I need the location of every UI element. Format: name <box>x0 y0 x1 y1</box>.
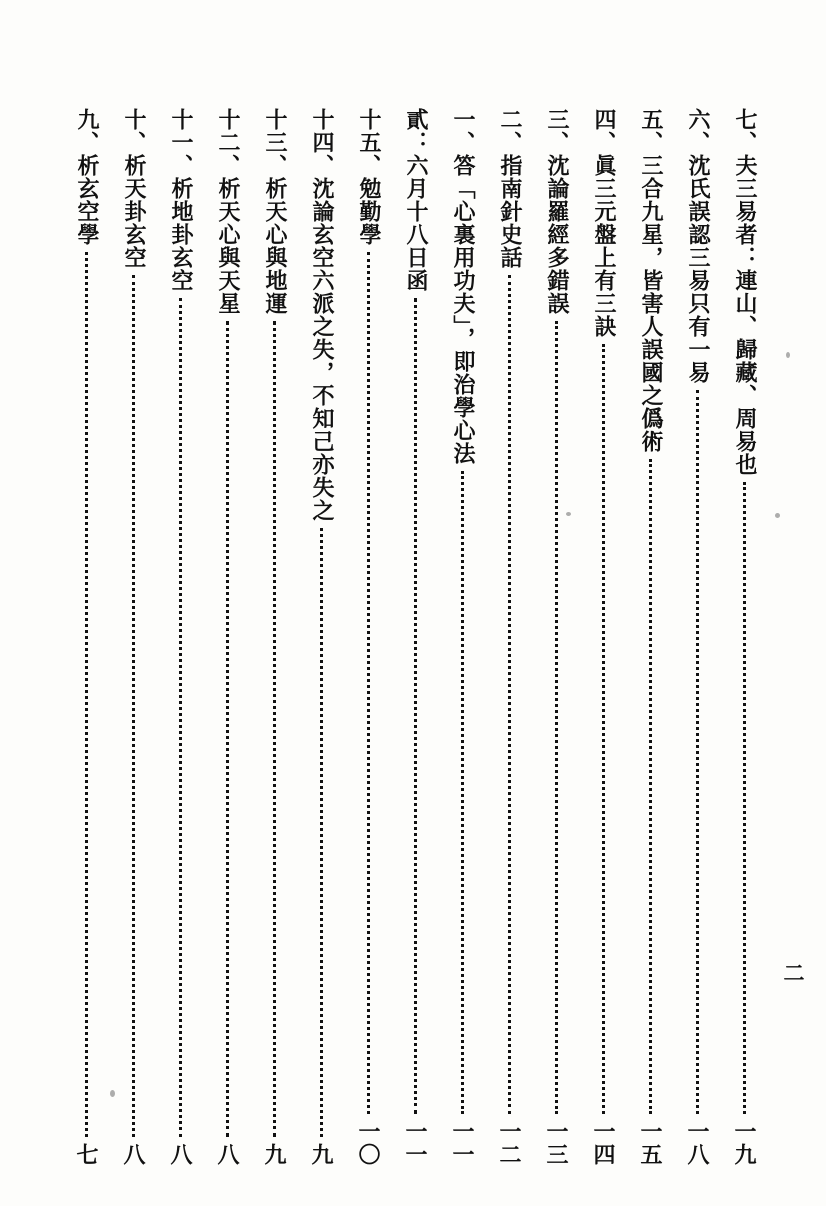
dot-leader <box>508 275 511 1114</box>
toc-entry-label: 貳：六月十八日函 <box>402 108 429 292</box>
toc-entry[interactable] <box>627 108 674 1168</box>
dot-leader <box>461 471 464 1114</box>
toc-entry-label: 四、眞三元盤上有三訣 <box>590 108 617 338</box>
toc-entry-label: 五、三合九星，皆害人誤國之僞術 <box>637 108 664 453</box>
toc-entry[interactable] <box>298 108 345 1168</box>
toc-entry-page: 一二 <box>496 1120 522 1166</box>
toc-entry-label: 十一、析地卦玄空 <box>167 108 194 292</box>
toc-entry-label: 六、沈氏誤認三易只有一易 <box>684 108 711 384</box>
dot-leader <box>649 459 652 1114</box>
dot-leader <box>743 482 746 1114</box>
toc-entry[interactable] <box>110 108 157 1168</box>
toc-entry-page: 八 <box>167 1143 193 1166</box>
toc-entry-page: 八 <box>214 1143 240 1166</box>
toc-entry[interactable] <box>580 108 627 1168</box>
toc-entry-page: 一一 <box>402 1120 428 1166</box>
toc-entry-label: 三、沈論羅經多錯誤 <box>543 108 570 315</box>
toc-entry[interactable] <box>486 108 533 1168</box>
toc-entry-label: 一、答「心裏用功夫」，即治學心法 <box>449 108 476 465</box>
toc-entry-page: 一三 <box>543 1120 569 1166</box>
table-of-contents <box>63 108 768 1168</box>
toc-entry-page: 一五 <box>637 1120 663 1166</box>
toc-entry-page: 九 <box>308 1143 334 1166</box>
paper-speck <box>786 352 790 358</box>
toc-section-heading[interactable] <box>392 108 439 1168</box>
toc-entry-label: 九、析玄空學 <box>73 108 100 246</box>
page-folio-number: 二 <box>781 962 806 983</box>
dot-leader <box>696 390 699 1114</box>
toc-entry-page: 七 <box>73 1143 99 1166</box>
toc-entry[interactable] <box>721 108 768 1168</box>
toc-entry[interactable] <box>204 108 251 1168</box>
dot-leader <box>179 298 182 1137</box>
toc-entry-page: 八 <box>120 1143 146 1166</box>
toc-entry-page: 一四 <box>590 1120 616 1166</box>
dot-leader <box>226 321 229 1137</box>
dot-leader <box>85 252 88 1137</box>
toc-entry-label: 十五、勉勤學 <box>355 108 382 246</box>
dot-leader <box>367 252 370 1114</box>
dot-leader <box>132 275 135 1137</box>
toc-entry-page: 一〇 <box>355 1120 381 1166</box>
toc-entry[interactable] <box>345 108 392 1168</box>
toc-entry[interactable] <box>674 108 721 1168</box>
toc-entry-label: 十二、析天心與天星 <box>214 108 241 315</box>
toc-entry-label: 十四、沈論玄空六派之失，不知己亦失之 <box>308 108 335 522</box>
toc-entry-label: 七、夫三易者：連山、歸藏、周易也 <box>731 108 758 476</box>
toc-entry[interactable] <box>533 108 580 1168</box>
toc-entry[interactable] <box>157 108 204 1168</box>
toc-entry-page: 九 <box>261 1143 287 1166</box>
toc-entry[interactable] <box>251 108 298 1168</box>
dot-leader <box>273 321 276 1137</box>
dot-leader <box>555 321 558 1114</box>
toc-entry[interactable] <box>439 108 486 1168</box>
toc-entry-page: 一九 <box>731 1120 757 1166</box>
dot-leader <box>602 344 605 1114</box>
paper-speck <box>775 513 780 518</box>
toc-entry-label: 十三、析天心與地運 <box>261 108 288 315</box>
dot-leader <box>320 528 323 1137</box>
toc-entry-label: 二、指南針史話 <box>496 108 523 269</box>
toc-entry-label: 十、析天卦玄空 <box>120 108 147 269</box>
toc-entry[interactable] <box>63 108 110 1168</box>
toc-entry-page: 一一 <box>449 1120 475 1166</box>
dot-leader <box>414 298 417 1114</box>
toc-entry-page: 一八 <box>684 1120 710 1166</box>
